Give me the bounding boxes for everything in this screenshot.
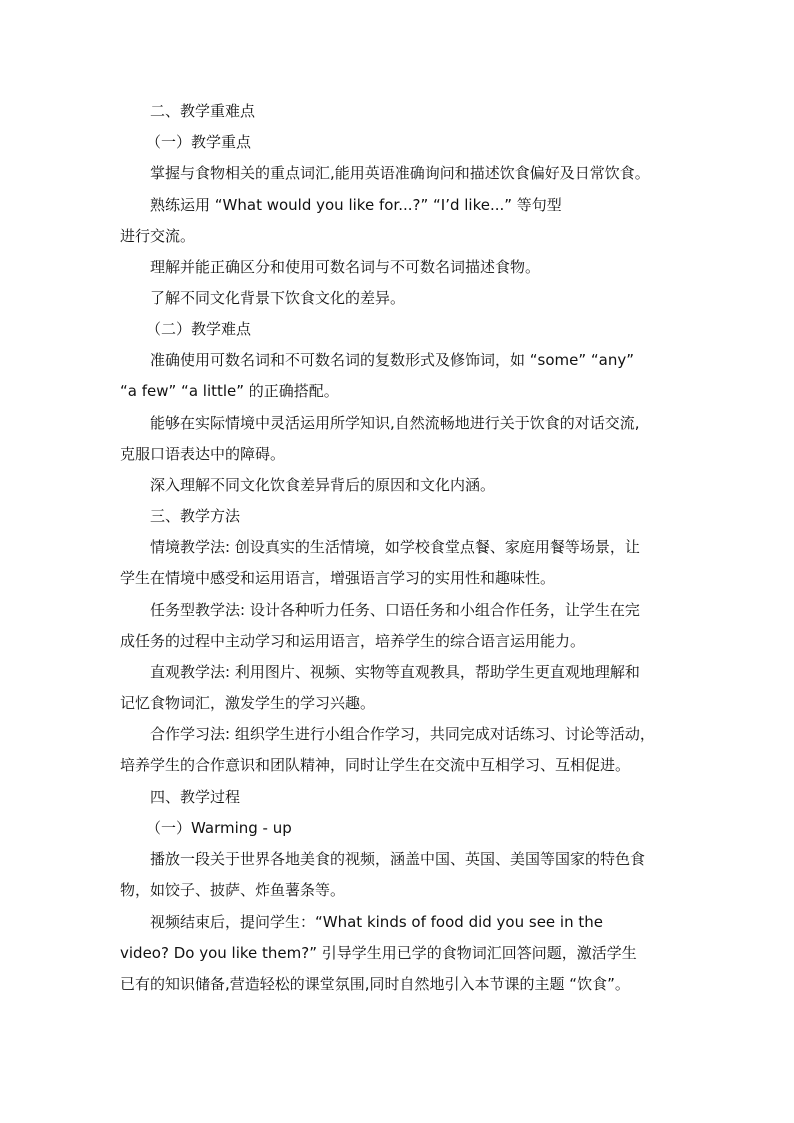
paragraph-line: 学生在情境中感受和运用语言，增强语言学习的实用性和趣味性。 (120, 569, 556, 587)
paragraph-line: 熟练运用 “What would you like for...?” “I’d like...” 等句型 (150, 196, 562, 214)
paragraph-line: “a few” “a little” 的正确搭配。 (120, 382, 339, 400)
paragraph-line: 合作学习法: 组织学生进行小组合作学习，共同完成对话练习、讨论等活动， (150, 725, 655, 743)
paragraph-line: 掌握与食物相关的重点词汇,能用英语准确询问和描述饮食偏好及日常饮食。 (150, 164, 650, 182)
paragraph-line: 能够在实际情境中灵活运用所学知识,自然流畅地进行关于饮食的对话交流, (150, 414, 640, 432)
section-heading: 三、教学方法 (150, 507, 241, 525)
paragraph-line: 视频结束后，提问学生：“What kinds of food did you see in the (150, 913, 603, 931)
subsection-heading: （二）教学难点 (146, 320, 252, 338)
paragraph-line: 任务型教学法: 设计各种听力任务、口语任务和小组合作任务，让学生在完 (150, 601, 640, 619)
section-heading: 二、教学重难点 (150, 102, 256, 120)
paragraph-line: 克服口语表达中的障碍。 (120, 445, 286, 463)
paragraph-line: 情境教学法: 创设真实的生活情境，如学校食堂点餐、家庭用餐等场景，让 (150, 538, 640, 556)
paragraph-line: 记忆食物词汇，激发学生的学习兴趣。 (120, 694, 376, 712)
paragraph-line: 进行交流。 (120, 227, 196, 245)
paragraph-line: 播放一段关于世界各地美食的视频，涵盖中国、英国、美国等国家的特色食 (150, 850, 646, 868)
section-heading: 四、教学过程 (150, 788, 241, 806)
paragraph-line: 已有的知识储备,营造轻松的课堂氛围,同时自然地引入本节课的主题 “饮食”。 (120, 975, 630, 993)
paragraph-line: 深入理解不同文化饮食差异背后的原因和文化内涵。 (150, 476, 496, 494)
paragraph-line: 物，如饺子、披萨、炸鱼薯条等。 (120, 881, 346, 899)
paragraph-line: 培养学生的合作意识和团队精神，同时让学生在交流中互相学习、互相促进。 (120, 756, 631, 774)
paragraph-line: 了解不同文化背景下饮食文化的差异。 (150, 289, 406, 307)
subsection-heading: （一）Warming - up (146, 819, 292, 837)
subsection-heading: （一）教学重点 (146, 133, 252, 151)
paragraph-line: 直观教学法: 利用图片、视频、实物等直观教具，帮助学生更直观地理解和 (150, 663, 640, 681)
paragraph-line: video? Do you like them?” 引导学生用已学的食物词汇回答问题，激活学生 (120, 944, 637, 962)
paragraph-line: 成任务的过程中主动学习和运用语言，培养学生的综合语言运用能力。 (120, 632, 586, 650)
paragraph-line: 准确使用可数名词和不可数名词的复数形式及修饰词，如 “some” “any” (150, 351, 635, 369)
paragraph-line: 理解并能正确区分和使用可数名词与不可数名词描述食物。 (150, 258, 541, 276)
